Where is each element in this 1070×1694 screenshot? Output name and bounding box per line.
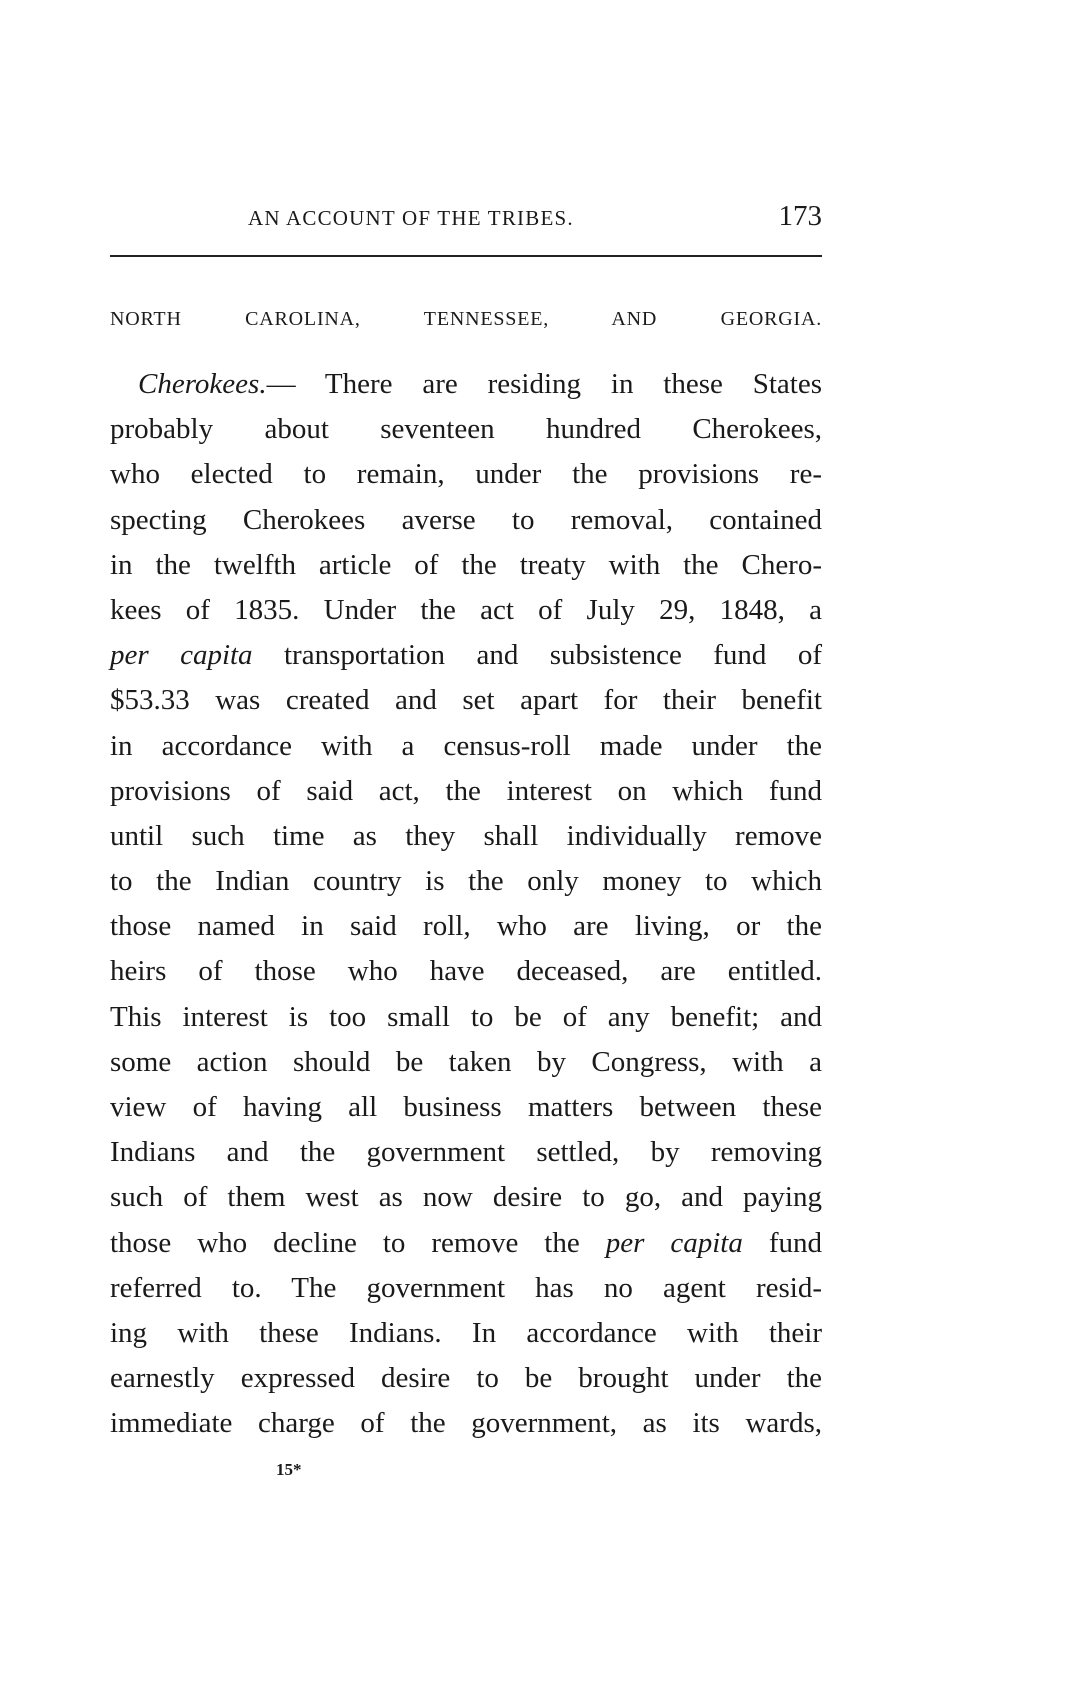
text-line: referred to. The government has no agent resid- [110, 1271, 822, 1304]
text-line: kees of 1835. Under the act of July 29, 1848, a [110, 593, 822, 626]
lead-italic: Cherokees. [138, 368, 267, 400]
section-heading: NORTH CAROLINA, TENNESSEE, AND GEORGIA. [110, 308, 822, 330]
running-head-title: AN ACCOUNT OF THE TRIBES. [248, 206, 574, 230]
text-line: provisions of said act, the interest on which fund [110, 774, 822, 807]
text-line: This interest is too small to be of any benefit; and [110, 1000, 822, 1033]
text-line: in the twelfth article of the treaty with the Chero- [110, 548, 822, 581]
header-rule [110, 255, 822, 257]
text-line: view of having all business matters between these [110, 1091, 822, 1123]
body-text [110, 362, 822, 1447]
text-line: $53.33 was created and set apart for their benefit [110, 684, 822, 717]
text-line [110, 633, 822, 678]
text-span: — There are residing in these States [266, 368, 822, 400]
text-span: transportation and subsistence fund of [283, 639, 822, 672]
italic-phrase: per capita [110, 639, 253, 672]
text-line: to the Indian country is the only money to which [110, 865, 822, 898]
italic-phrase: per capita [605, 1226, 743, 1259]
text-line: earnestly expressed desire to be brought under the [110, 1362, 822, 1395]
text-line: who elected to remain, under the provisions re- [110, 458, 822, 491]
text-span: those who decline to remove the [110, 1226, 580, 1259]
page-number: 173 [778, 200, 822, 232]
text-line: such of them west as now desire to go, and paying [110, 1181, 822, 1214]
text-line: until such time as they shall individually remove [110, 819, 822, 852]
text-line: Indians and the government settled, by removing [110, 1136, 822, 1169]
text-span: fund [768, 1226, 822, 1259]
text-line: immediate charge of the government, as its wards, [110, 1407, 822, 1440]
text-line: heirs of those who have deceased, are entitled. [110, 955, 822, 988]
running-head [110, 200, 822, 236]
text-line: some action should be taken by Congress, with a [110, 1045, 822, 1078]
text-line [110, 1221, 822, 1266]
text-line: specting Cherokees averse to removal, contained [110, 503, 822, 536]
text-line: ing with these Indians. In accordance with their [110, 1316, 822, 1349]
text-line: probably about seventeen hundred Cherokees, [110, 413, 822, 446]
signature-mark: 15* [276, 1460, 302, 1479]
text-line [110, 362, 822, 407]
text-line: in accordance with a census-roll made under the [110, 729, 822, 762]
text-line: those named in said roll, who are living, or the [110, 910, 822, 943]
